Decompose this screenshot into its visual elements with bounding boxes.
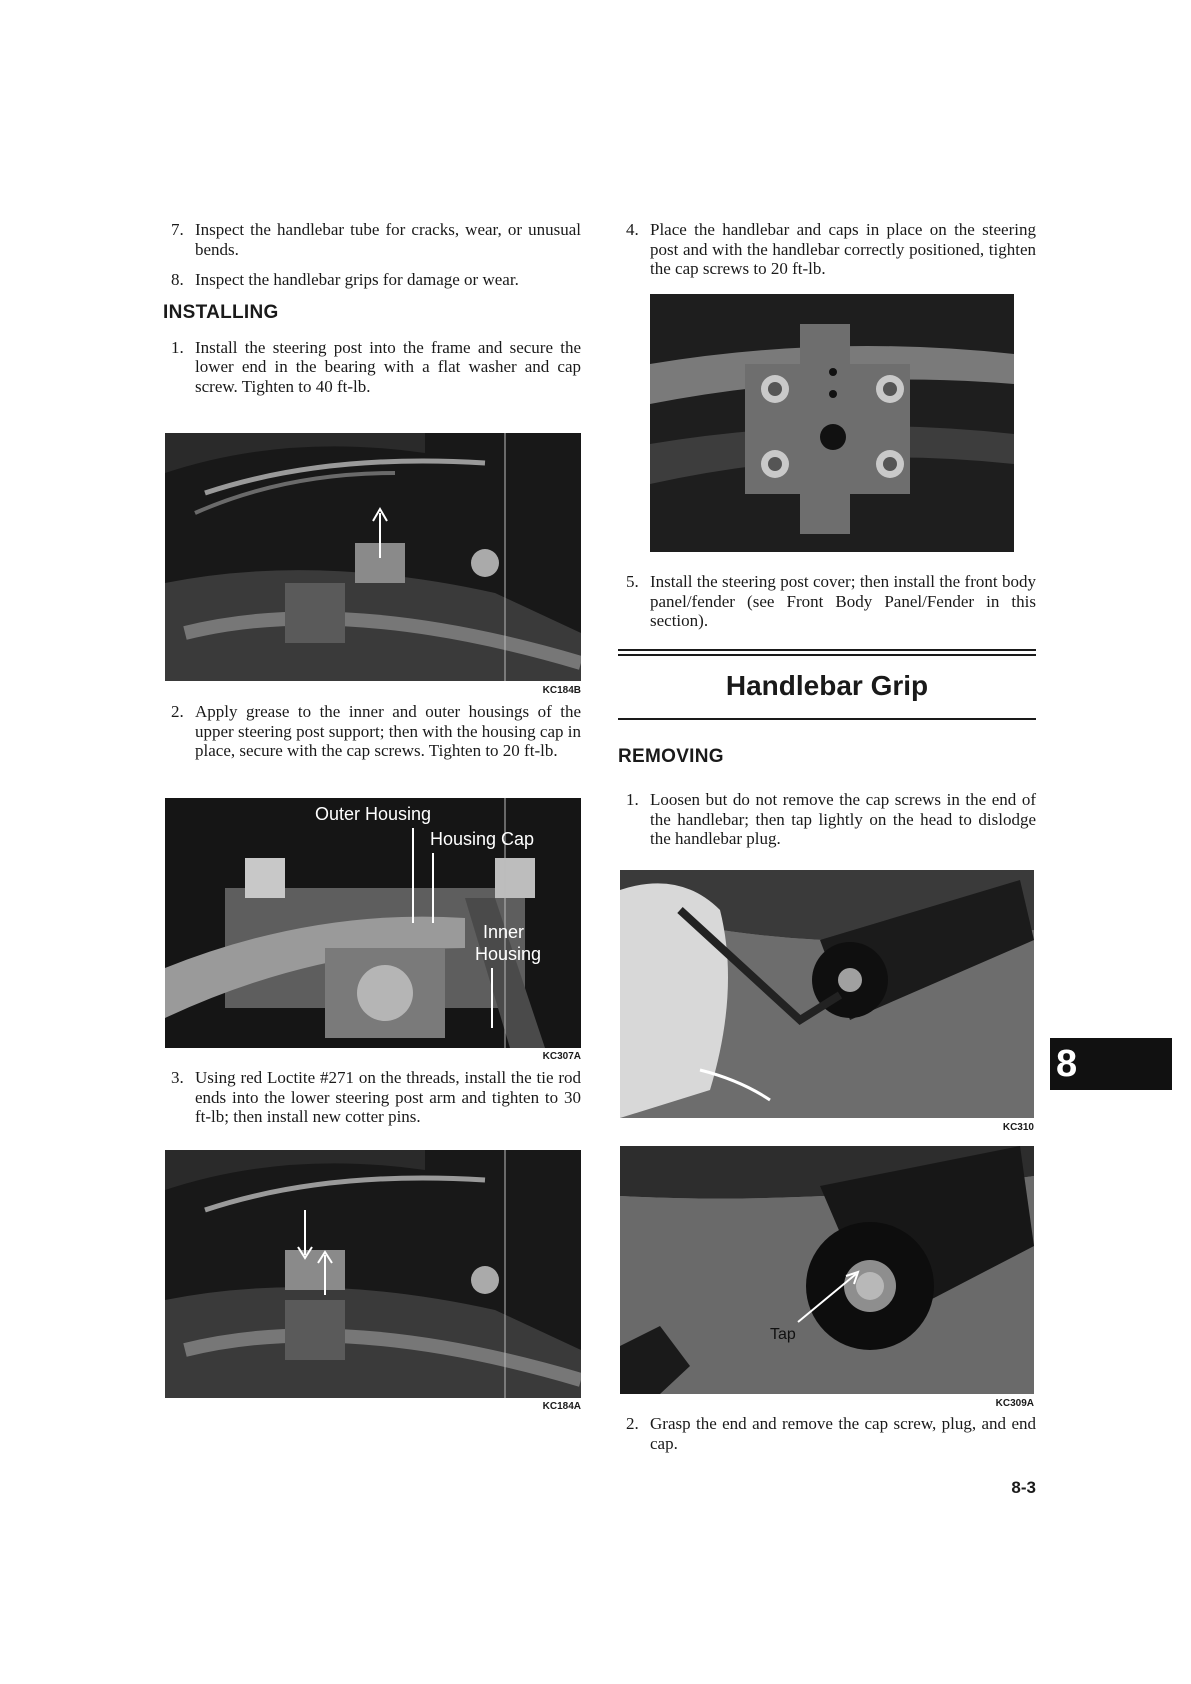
- right-column-remove-step1: [618, 790, 1036, 849]
- photo-caption: KC184B: [542, 685, 581, 696]
- step-number: 4.: [626, 220, 639, 239]
- right-column-step5: [618, 572, 1036, 631]
- install-step-1: [163, 338, 581, 397]
- label-housing: Housing: [475, 944, 542, 964]
- step-number: 5.: [626, 572, 639, 591]
- step-text: Place the handlebar and caps in place on the steering post and with the handlebar correctly positioned, tighten the cap screws to 20 ft-lb.: [650, 220, 1036, 278]
- step-text: Inspect the handlebar tube for cracks, wear, or unusual bends.: [195, 220, 581, 259]
- photo-tap-handlebar: [620, 870, 1034, 1118]
- step-text: Using red Loctite #271 on the threads, install the tie rod ends into the lower steering post arm and tighten to 30 ft-lb; then install new cotter pins.: [195, 1068, 581, 1126]
- label-tap: Tap: [770, 1326, 796, 1343]
- photo-caption: KC184A: [542, 1401, 581, 1412]
- step-number: 1.: [171, 337, 184, 357]
- step-number: 2.: [626, 1414, 639, 1433]
- page-number: 8-3: [1011, 1478, 1036, 1497]
- topic-title: Handlebar Grip: [725, 670, 929, 701]
- photo-housing: [165, 798, 581, 1048]
- install-step-5: [618, 572, 1036, 631]
- step-number: 8.: [171, 270, 184, 289]
- label-inner: Inner: [483, 922, 525, 942]
- left-column-step2: [163, 702, 581, 761]
- step-number: 7.: [171, 220, 184, 239]
- installing-heading: INSTALLING: [163, 301, 279, 323]
- step-number: 1.: [626, 790, 639, 809]
- step-8: [163, 270, 581, 290]
- remove-step-2: [618, 1414, 1036, 1453]
- step-text: Grasp the end and remove the cap screw, plug, and end cap.: [650, 1414, 1036, 1453]
- right-column-remove-step2: [618, 1414, 1036, 1453]
- removing-heading: REMOVING: [618, 746, 724, 767]
- photo-caption: KC310: [1002, 1122, 1034, 1133]
- photo-tie-rod: [165, 1150, 581, 1398]
- step-text: Inspect the handlebar grips for damage or wear.: [195, 270, 519, 289]
- title-rule-bottom: [618, 718, 1036, 720]
- label-housing-cap: Housing Cap: [430, 829, 535, 849]
- right-column: [618, 220, 1036, 279]
- photo-caption: KC309A: [995, 1398, 1034, 1409]
- step-text: Loosen but do not remove the cap screws in the end of the handlebar; then tap lightly on the head to dislodge the handlebar plug.: [650, 790, 1036, 848]
- remove-step-1: [618, 790, 1036, 849]
- title-rule-top-2: [618, 654, 1036, 656]
- photo-tap-detail: [620, 1146, 1034, 1394]
- step-text: Install the steering post into the frame and secure the lower end in the bearing with a flat washer and cap screw. Tighten to 40 ft-lb.: [195, 337, 581, 396]
- install-step-2: [163, 702, 581, 761]
- title-rule-top-1: [618, 649, 1036, 651]
- step-number: 3.: [171, 1068, 184, 1087]
- photo-steering-post-lower: [165, 433, 581, 681]
- step-7: [163, 220, 581, 259]
- install-step-4: [618, 220, 1036, 279]
- photo-caption: KC307A: [542, 1051, 581, 1062]
- step-text: Install the steering post cover; then install the front body panel/fender (see Front Body Panel/Fender in this section).: [650, 572, 1036, 630]
- install-step-3: [163, 1068, 581, 1127]
- left-column: [163, 220, 581, 396]
- left-column-step3: [163, 1068, 581, 1127]
- section-tab: 8: [1050, 1038, 1172, 1090]
- label-outer-housing: Outer Housing: [315, 804, 432, 824]
- step-number: 2.: [171, 702, 184, 721]
- photo-handlebar-caps: [650, 294, 1014, 552]
- step-text: Apply grease to the inner and outer housings of the upper steering post support; then with the housing cap in place, secure with the cap screws. Tighten to 20 ft-lb.: [195, 702, 581, 760]
